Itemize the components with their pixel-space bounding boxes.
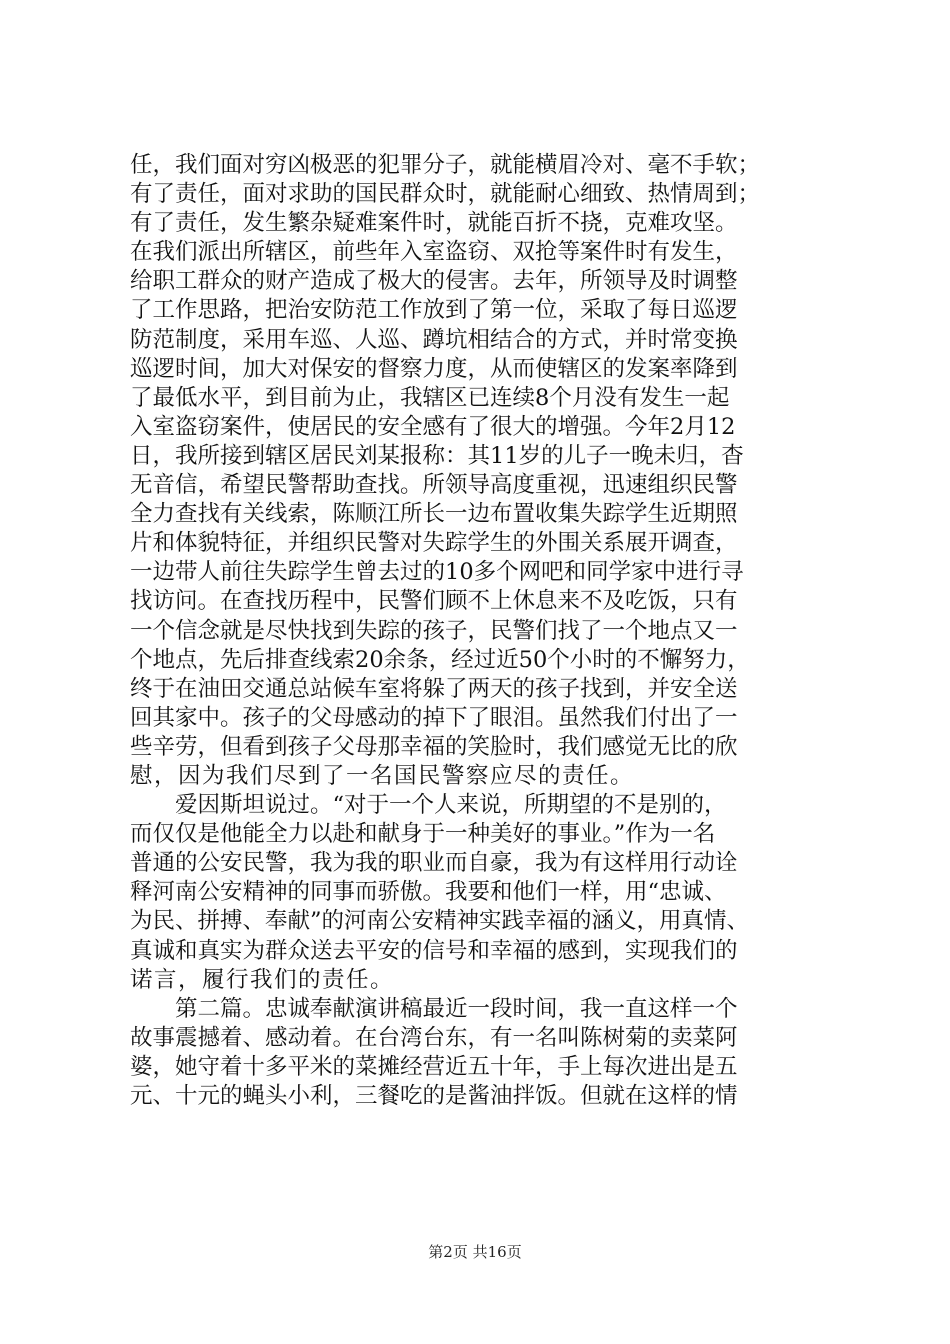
text-line: 在我们派出所辖区，前些年入室盗窃、双抢等案件时有发生， xyxy=(130,239,738,266)
text-line: 婆，她守着十多平米的菜摊经营近五十年，手上每次进出是五 xyxy=(130,1053,738,1080)
text-line: 慰，因为我们尽到了一名国民警察应尽的责任。 xyxy=(130,762,635,789)
text-line: 一个信念就是尽快找到失踪的孩子，民警们找了一个地点又一 xyxy=(130,617,738,644)
text-line: 爱因斯坦说过。“对于一个人来说，所期望的不是别的， xyxy=(130,792,727,819)
text-line: 了最低水平，到目前为止，我辖区已连续8个月没有发生一起 xyxy=(130,384,730,411)
text-line: 有了责任，面对求助的国民群众时，就能耐心细致、热情周到； xyxy=(130,181,761,208)
text-line: 元、十元的蝇头小利，三餐吃的是酱油拌饭。但就在这样的情 xyxy=(130,1083,738,1109)
text-line: 诺言，履行我们的责任。 xyxy=(130,966,395,993)
text-line: 无音信，希望民警帮助查找。所领导高度重视，迅速组织民警 xyxy=(130,472,738,499)
body-text xyxy=(130,151,850,1111)
text-line: 释河南公安精神的同事而骄傲。我要和他们一样，用“忠诚、 xyxy=(130,879,727,906)
text-line: 而仅仅是他能全力以赴和献身于一种美好的事业。”作为一名 xyxy=(130,821,716,848)
text-line: 一边带人前往失踪学生曾去过的10多个网吧和同学家中进行寻 xyxy=(130,559,744,586)
text-line: 巡逻时间，加大对保安的督察力度，从而使辖区的发案率降到 xyxy=(130,355,738,382)
text-line: 有了责任，发生繁杂疑难案件时，就能百折不挠，克难攻坚。 xyxy=(130,210,738,237)
text-line: 给职工群众的财产造成了极大的侵害。去年，所领导及时调整 xyxy=(130,268,738,295)
text-line: 任，我们面对穷凶极恶的犯罪分子，就能横眉冷对、毫不手软； xyxy=(130,152,761,178)
text-line: 终于在油田交通总站候车室将躲了两天的孩子找到，并安全送 xyxy=(130,675,738,702)
text-line: 为民、拼搏、奉献”的河南公安精神实践幸福的涵义，用真情、 xyxy=(130,908,750,935)
text-line: 片和体貌特征，并组织民警对失踪学生的外围关系展开调查， xyxy=(130,530,738,557)
text-line: 回其家中。孩子的父母感动的掉下了眼泪。虽然我们付出了一 xyxy=(130,704,738,731)
text-line: 第二篇。忠诚奉献演讲稿最近一段时间，我一直这样一个 xyxy=(130,995,738,1022)
page-footer: 第2页 共16页 xyxy=(428,1243,522,1261)
text-line: 些辛劳，但看到孩子父母那幸福的笑脸时，我们感觉无比的欣 xyxy=(130,733,738,760)
text-line: 故事震撼着、感动着。在台湾台东，有一名叫陈树菊的卖菜阿 xyxy=(130,1024,738,1051)
text-line: 普通的公安民警，我为我的职业而自豪，我为有这样用行动诠 xyxy=(130,850,738,877)
text-line: 全力查找有关线索，陈顺江所长一边布置收集失踪学生近期照 xyxy=(130,501,738,528)
text-line: 找访问。在查找历程中，民警们顾不上休息来不及吃饭，只有 xyxy=(130,588,738,615)
text-line: 入室盗窃案件，使居民的安全感有了很大的增强。今年2月12 xyxy=(130,413,736,440)
text-line: 日，我所接到辖区居民刘某报称：其11岁的儿子一晚未归，杳 xyxy=(130,442,744,469)
text-line: 真诚和真实为群众送去平安的信号和幸福的感到，实现我们的 xyxy=(130,937,738,964)
text-line: 了工作思路，把治安防范工作放到了第一位，采取了每日巡逻 xyxy=(130,297,738,324)
text-line: 个地点，先后排查线索20余条，经过近50个小时的不懈努力， xyxy=(130,646,750,673)
text-line: 防范制度，采用车巡、人巡、蹲坑相结合的方式，并时常变换 xyxy=(130,326,738,353)
